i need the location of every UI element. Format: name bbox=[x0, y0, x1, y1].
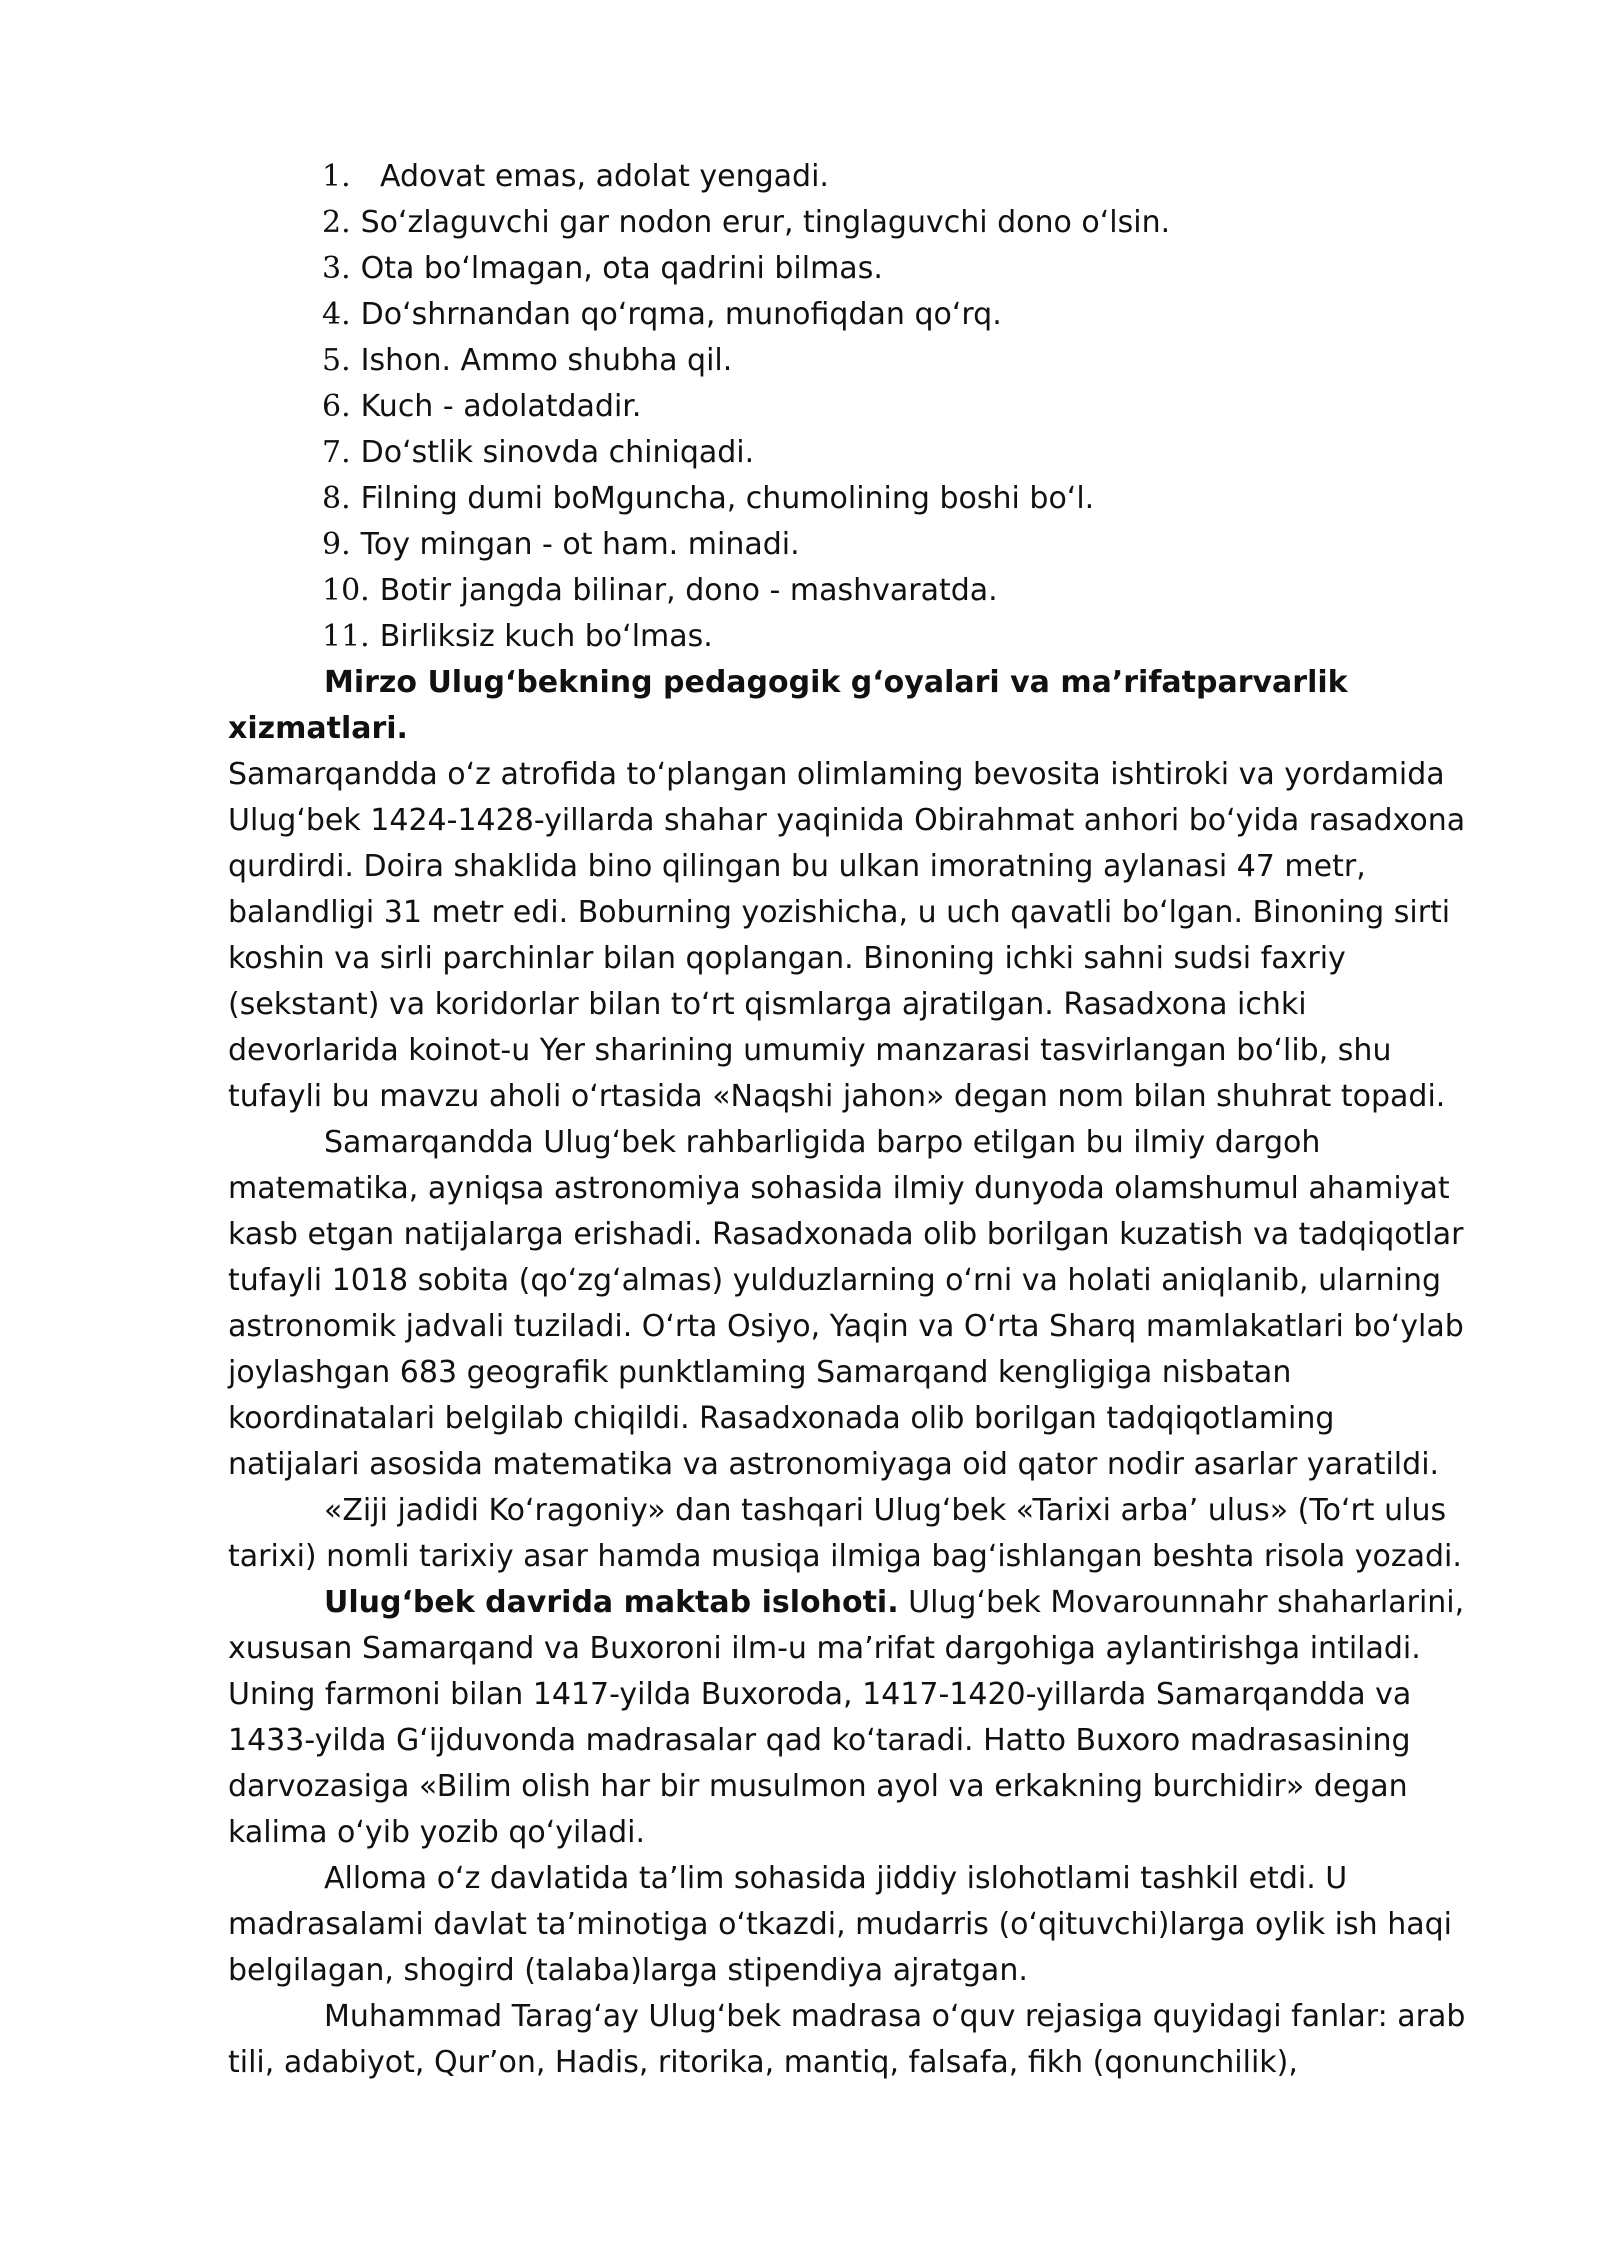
list-item-text: Adovat emas, adolat yengadi. bbox=[380, 159, 829, 194]
sayings-list bbox=[322, 154, 1502, 660]
list-item bbox=[322, 568, 1502, 614]
paragraph-text: Ulug‘bek Movarounnahr shaharlarini, xususan Samarqand va Buxoroni ilm-u ma’rifat dargohiga aylantirishga intiladi. Uning farmoni bilan 1417-yilda Buxoroda, 1417-1420-yillarda Samarqandda va 1433-yilda G‘ijduvonda madrasalar qad ko‘taradi. Hatto Buxoro madrasasining darvozasiga «Bilim olish har bir musulmon ayol va erkakning burchidir» degan kalima o‘yib yozib qo‘yiladi. bbox=[228, 1585, 1465, 1850]
list-item bbox=[322, 200, 1502, 246]
list-item-text: Do‘stlik sinovda chiniqadi. bbox=[360, 435, 755, 470]
list-item-number: 7. bbox=[322, 435, 351, 470]
paragraph-text: Samarqandda o‘z atrofida to‘plangan olimlaming bevosita ishtiroki va yordamida Ulug‘bek 1424-1428-yillarda shahar yaqinida Obirahmat anhori bo‘yida rasadxona qurdirdi. Doira shaklida bino qilingan bu ulkan imoratning aylanasi 47 metr, balandligi 31 metr edi. Boburning yozishicha, u uch qavatli bo‘lgan. Binoning sirti koshin va sirli parchinlar bilan qoplangan. Binoning ichki sahni sudsi faxriy (sekstant) va koridorlar bilan to‘rt qismlarga ajratilgan. Rasadxona ichki devorlarida koinot-u Yer sharining umumiy manzarasi tasvirlangan bo‘lib, shu tufayli bu mavzu aholi o‘rtasida «Naqshi jahon» degan nom bilan shuhrat topadi. bbox=[228, 757, 1466, 1114]
paragraph-school-reform bbox=[228, 1580, 1528, 1856]
list-item-text: Kuch - adolatdadir. bbox=[360, 389, 642, 424]
list-item bbox=[322, 522, 1502, 568]
list-item-text: Toy mingan - ot ham. minadi. bbox=[360, 527, 800, 562]
list-item-number: 4. bbox=[322, 297, 351, 332]
list-item-text: So‘zlaguvchi gar nodon erur, tinglaguvchi dono o‘lsin. bbox=[360, 205, 1171, 240]
list-item-number: 9. bbox=[322, 527, 351, 562]
list-item bbox=[322, 292, 1502, 338]
list-item-number: 2. bbox=[322, 205, 351, 240]
list-item-number: 5. bbox=[322, 343, 351, 378]
paragraph-works bbox=[228, 1488, 1528, 1580]
list-item-number: 11. bbox=[322, 619, 370, 654]
list-item bbox=[322, 614, 1502, 660]
list-item bbox=[322, 476, 1502, 522]
list-item-number: 6. bbox=[322, 389, 351, 424]
paragraph-text: Muhammad Tarag‘ay Ulug‘bek madrasa o‘quv rejasiga quyidagi fanlar: arab tili, adabiyot, Qur’on, Hadis, ritorika, mantiq, falsafa, fikh (qonunchilik), bbox=[228, 1999, 1466, 2080]
paragraph-education bbox=[228, 1856, 1528, 1994]
list-item-number: 10. bbox=[322, 573, 370, 608]
list-item-text: Filning dumi boMguncha, chumolining boshi bo‘l. bbox=[360, 481, 1095, 516]
list-item-text: Birliksiz kuch bo‘lmas. bbox=[379, 619, 713, 654]
list-item-number: 1. bbox=[322, 159, 351, 194]
paragraph-results bbox=[228, 1120, 1528, 1488]
list-item-text: Botir jangda bilinar, dono - mashvaratda. bbox=[379, 573, 998, 608]
paragraph-text: Samarqandda Ulug‘bek rahbarligida barpo etilgan bu ilmiy dargoh matematika, ayniqsa astronomiya sohasida ilmiy dunyoda olamshumul ahamiyat kasb etgan natijalarga erishadi. Rasadxonada olib borilgan kuzatish va tadqiqotlar tufayli 1018 sobita (qo‘zg‘almas) yulduzlarning o‘rni va holati aniqlanib, ularning astronomik jadvali tuziladi. O‘rta Osiyo, Yaqin va O‘rta Sharq mamlakatlari bo‘ylab joylashgan 683 geografik punktlaming Samarqand kengligiga nisbatan koordinatalari belgilab chiqildi. Rasadxonada olib borilgan tadqiqotlaming natijalari asosida matematika va astronomiyaga oid qator nodir asarlar yaratildi. bbox=[228, 1125, 1464, 1482]
paragraph-observatory bbox=[228, 660, 1528, 1120]
list-item bbox=[322, 430, 1502, 476]
list-item bbox=[322, 384, 1502, 430]
list-item-number: 8. bbox=[322, 481, 351, 516]
list-item bbox=[322, 154, 1502, 200]
list-item bbox=[322, 338, 1502, 384]
list-item bbox=[322, 246, 1502, 292]
list-item-text: Ota bo‘lmagan, ota qadrini bilmas. bbox=[360, 251, 883, 286]
body-text bbox=[228, 660, 1528, 2086]
paragraph-text: «Ziji jadidi Ko‘ragoniy» dan tashqari Ulug‘bek «Tarixi arba’ ulus» (To‘rt ulus tarixi) nomli tarixiy asar hamda musiqa ilmiga bag‘ishlangan beshta risola yozadi. bbox=[228, 1493, 1462, 1574]
list-item-text: Do‘shrnandan qo‘rqma, munofiqdan qo‘rq. bbox=[360, 297, 1002, 332]
list-item-text: Ishon. Ammo shubha qil. bbox=[360, 343, 733, 378]
section-heading: Ulug‘bek davrida maktab islohoti. bbox=[324, 1585, 899, 1620]
list-item-number: 3. bbox=[322, 251, 351, 286]
paragraph-text: Alloma o‘z davlatida ta’lim sohasida jiddiy islohotlami tashkil etdi. U madrasalami davlat ta’minotiga o‘tkazdi, mudarris (o‘qituvchi)larga oylik ish haqi belgilagan, shogird (talaba)larga stipendiya ajratgan. bbox=[228, 1861, 1452, 1988]
paragraph-curriculum bbox=[228, 1994, 1528, 2086]
section-heading: Mirzo Ulug‘bekning pedagogik g‘oyalari va ma’rifatparvarlik xizmatlari. bbox=[228, 665, 1348, 746]
